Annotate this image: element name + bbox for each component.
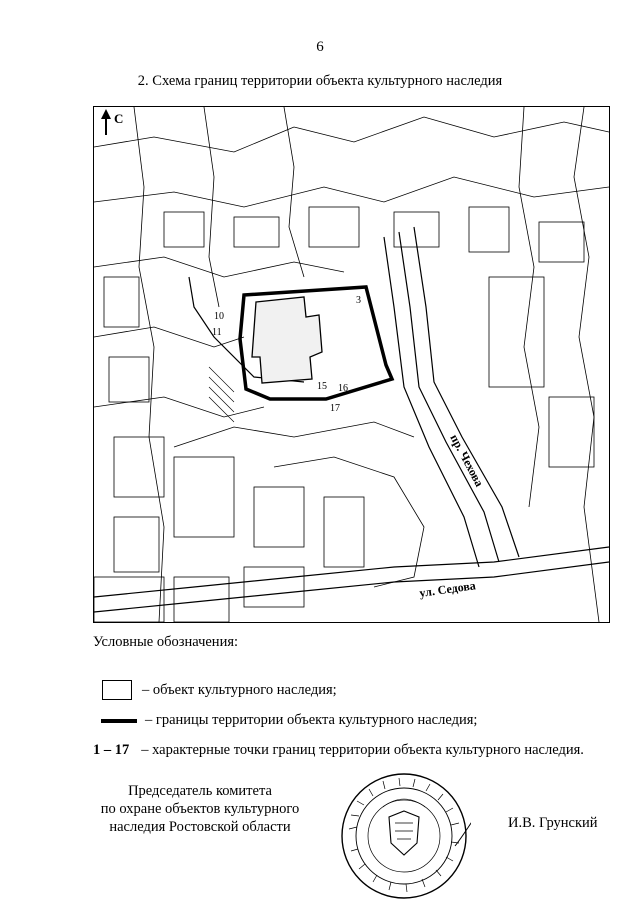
coat-of-arms-icon (389, 811, 419, 855)
legend-item (93, 712, 477, 729)
legend-text: – объект культурного наследия; (142, 681, 337, 698)
hatched-block (209, 367, 234, 422)
page-number: 6 (316, 39, 324, 55)
point-label: 10 (214, 311, 224, 322)
boundary-map (93, 106, 610, 623)
legend-text: – границы территории объекта культурного наследия; (145, 712, 478, 728)
heritage-object-outline (252, 297, 322, 383)
point-label: 11 (212, 327, 222, 338)
position-line: наследия Ростовской области (109, 819, 291, 835)
point-label: 15 (317, 381, 327, 392)
position-line: по охране объектов культурного (100, 801, 300, 817)
cadastral-linework (94, 107, 609, 622)
signatory-position (90, 782, 310, 836)
page-title: 2. Схема границ территории объекта культурного наследия (137, 73, 503, 89)
official-seal (337, 771, 471, 901)
street-label: ул. Седова (418, 578, 477, 600)
legend-text: – характерные точки границ территории объекта культурного наследия. (141, 742, 584, 758)
signatory-name: И.В. Грунский (508, 815, 598, 831)
legend-points-symbol: 1 – 17 (93, 742, 130, 758)
legend-item (93, 742, 584, 759)
legend-box-symbol (102, 680, 132, 700)
point-label: 17 (330, 403, 340, 414)
legend-line-symbol (101, 719, 137, 723)
north-label: С (114, 111, 124, 126)
position-line: Председатель комитета (128, 783, 272, 799)
legend-title: Условные обозначения: (93, 634, 239, 650)
street-label: пр. Чехова (447, 431, 487, 489)
legend-item (93, 680, 337, 700)
map-drawing (94, 107, 609, 622)
point-label: 16 (338, 383, 348, 394)
north-arrow-icon (101, 109, 111, 135)
point-label: 3 (356, 295, 361, 306)
